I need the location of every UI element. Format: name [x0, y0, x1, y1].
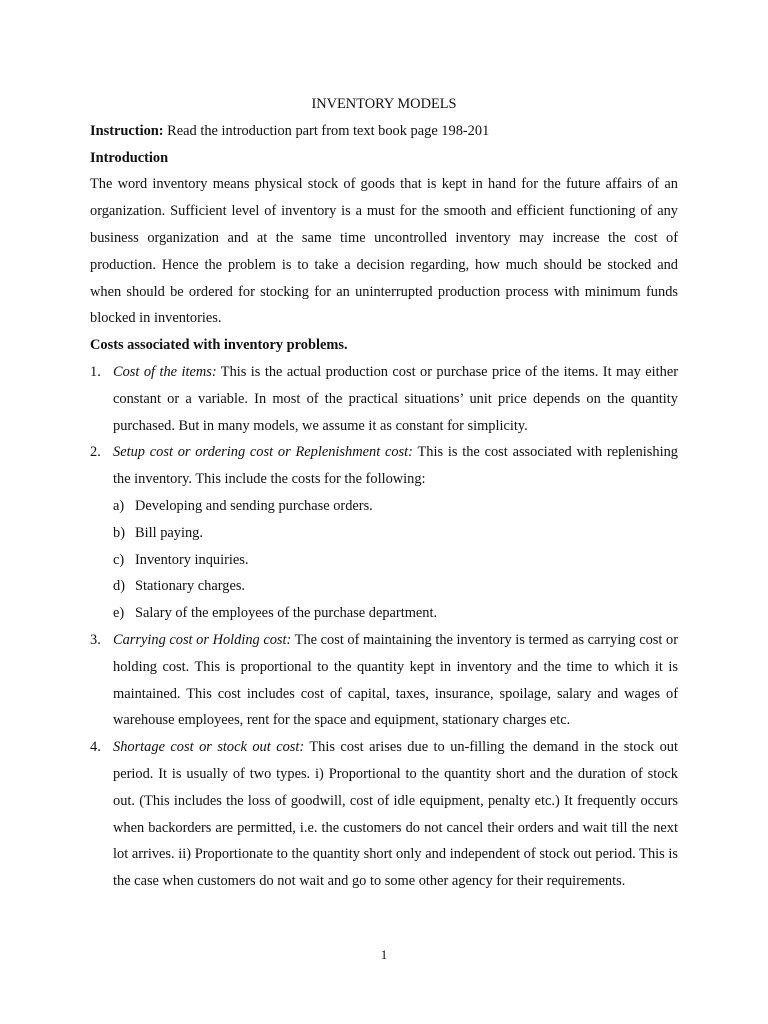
cost-item-term: Shortage cost or stock out cost:	[113, 739, 305, 756]
sub-item-letter: e)	[113, 605, 125, 622]
cost-item-4	[90, 734, 678, 895]
sub-item-b	[90, 520, 678, 547]
sub-item-a	[90, 493, 678, 520]
sub-item-text: Bill paying.	[135, 524, 203, 541]
instruction-line	[90, 118, 678, 145]
document-title: INVENTORY MODELS	[311, 96, 457, 112]
introduction-heading: Introduction	[90, 149, 169, 166]
sub-item-d	[90, 573, 678, 600]
sub-item-c	[90, 547, 678, 574]
instruction-text: Read the introduction part from text book page 198-201	[163, 122, 490, 139]
cost-item-number: 1.	[90, 363, 101, 380]
sub-item-letter: a)	[113, 497, 125, 514]
cost-item-text: This is the cost associated with replenishing the inventory. This include the costs for the following:	[113, 444, 678, 488]
sub-item-text: Stationary charges.	[135, 578, 246, 595]
sub-item-letter: d)	[113, 578, 125, 595]
cost-item-text: The cost of maintaining the inventory is termed as carrying cost or holding cost. This is proportional to the quantity kept in inventory and the time to which it is maintained. This cost includes cost of capital, taxes, insurance, spoilage, salary and wages of warehouse employees, rent for the space and equipment, stationary charges etc.	[113, 631, 678, 729]
sub-item-text: Developing and sending purchase orders.	[135, 497, 373, 514]
introduction-body: The word inventory means physical stock of goods that is kept in hand for the future affairs of an organization. Sufficient level of inventory is a must for the smooth and efficient functioning of any business organization and at the same time uncontrolled inventory may increase the cost of production. Hence the problem is to take a decision regarding, how much should be stocked and when should be ordered for stocking for an uninterrupted production process with minimum funds blocked in inventories.	[90, 176, 678, 327]
instruction-label: Instruction:	[90, 122, 164, 139]
cost-item-text: This cost arises due to un-filling the demand in the stock out period. It is usually of two types. i) Proportional to the quantity short and the duration of stock out. (This includes the loss of goodwill, cost of idle equipment, penalty etc.) It frequently occurs when backorders are permitted, i.e. the customers do not cancel their orders and wait till the next lot arrives. ii) Proportionate to the quantity short only and independent of stock out period. This is the case when customers do not wait and go to some other agency for their requirements.	[113, 739, 679, 890]
sub-item-e	[90, 600, 678, 627]
cost-item-2	[90, 439, 678, 493]
cost-item-term: Cost of the items:	[113, 363, 217, 380]
cost-item-number: 3.	[90, 631, 101, 648]
page-number: 1	[380, 947, 388, 962]
cost-item-3	[90, 627, 678, 734]
cost-item-text: This is the actual production cost or purchase price of the items. It may either constant or a variable. In most of the practical situations’ unit price depends on the quantity purchased. But in many models, we assume it as constant for simplicity.	[113, 363, 678, 434]
sub-item-text: Salary of the employees of the purchase department.	[135, 605, 438, 622]
cost-item-term: Setup cost or ordering cost or Replenishment cost:	[113, 444, 413, 461]
cost-item-term: Carrying cost or Holding cost:	[113, 631, 292, 648]
sub-item-text: Inventory inquiries.	[135, 551, 249, 568]
cost-item-number: 2.	[90, 444, 101, 461]
cost-item-1	[90, 359, 678, 439]
cost-item-number: 4.	[90, 739, 101, 756]
costs-heading: Costs associated with inventory problems.	[90, 337, 348, 354]
sub-item-letter: b)	[113, 524, 125, 541]
sub-item-letter: c)	[113, 551, 125, 568]
